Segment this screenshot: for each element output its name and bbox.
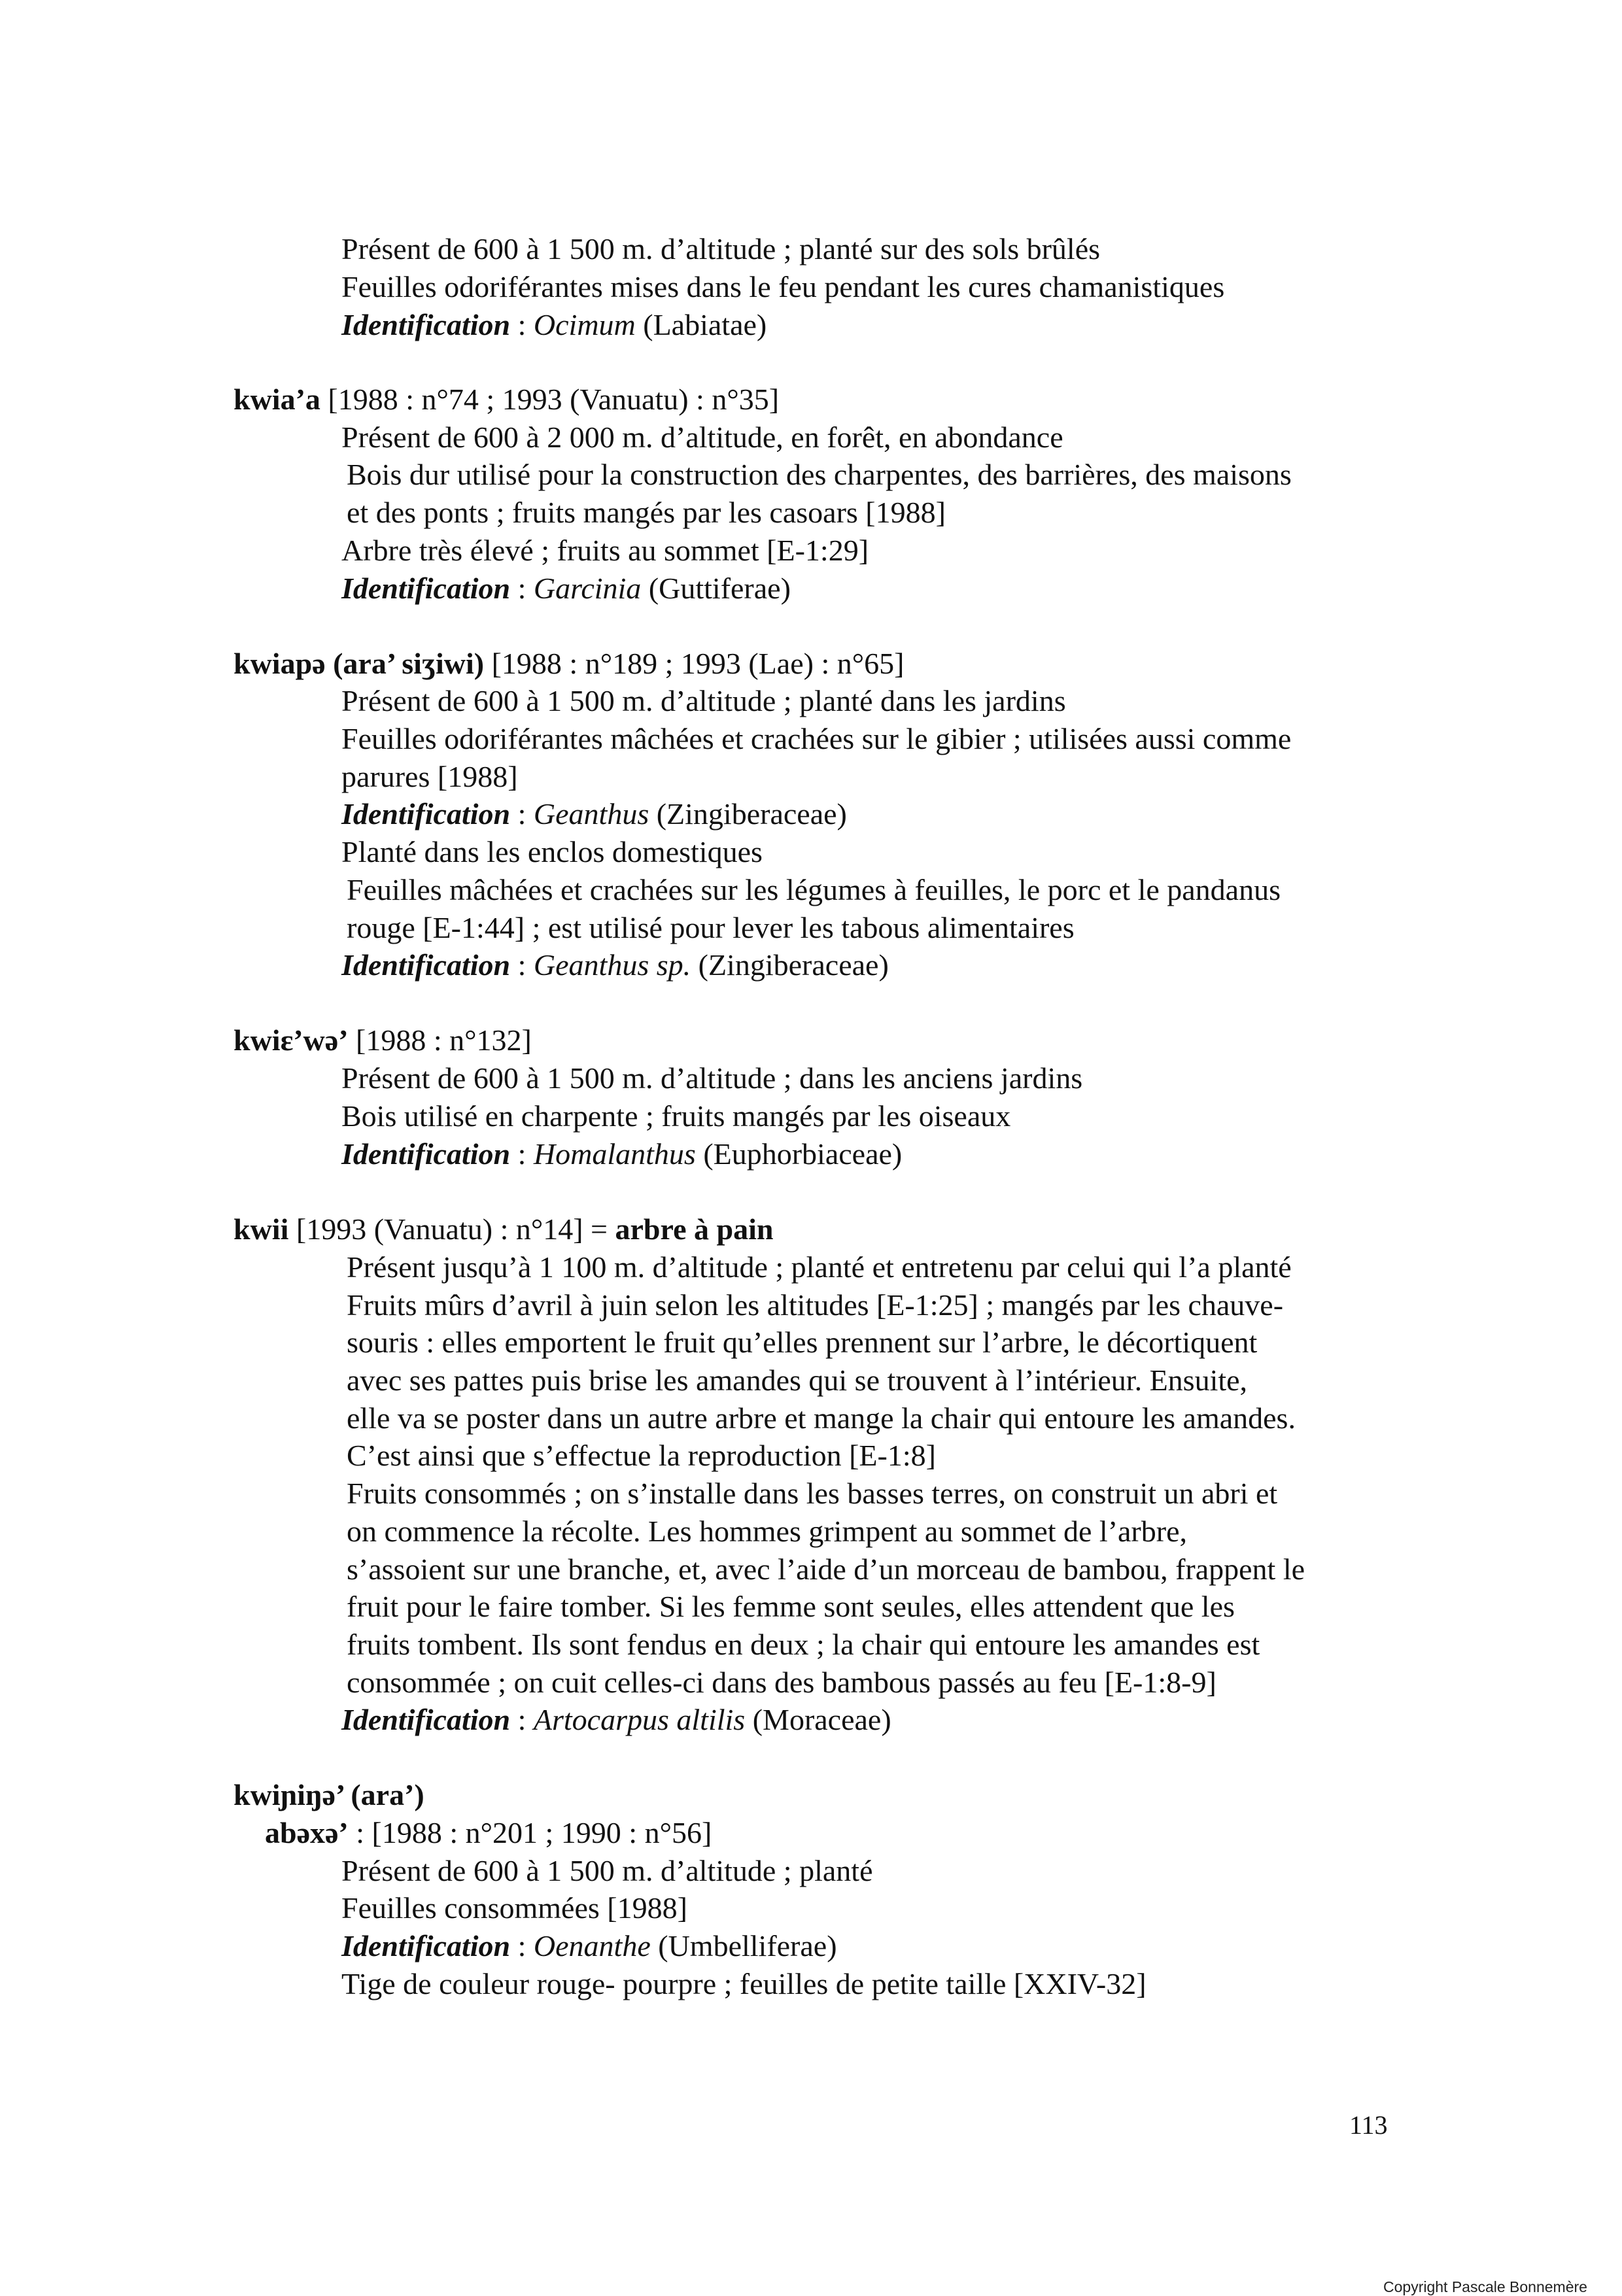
identification-label: Identification bbox=[341, 308, 511, 341]
body-line: Feuilles odoriférantes mâchées et crachées sur le gibier ; utilisées aussi comme bbox=[341, 722, 1292, 755]
identification-line: Identification : Artocarpus altilis (Moraceae) bbox=[341, 1703, 891, 1736]
entry-heading bbox=[233, 645, 904, 683]
identification-line: Identification : Garcinia (Guttiferae) bbox=[341, 572, 791, 605]
identification-label: Identification bbox=[341, 572, 511, 605]
entry-term: kwiɲiŋə’ (ara’) bbox=[233, 1778, 424, 1811]
body-line: parures [1988] bbox=[341, 760, 518, 793]
entry-term: kwii bbox=[233, 1212, 289, 1246]
body-line: Fruits consommés ; on s’installe dans les basses terres, on construit un abri et bbox=[347, 1477, 1278, 1510]
species-name: Homalanthus bbox=[533, 1137, 696, 1171]
identification-label: Identification bbox=[341, 1929, 511, 1962]
body-line: Présent de 600 à 1 500 m. d’altitude ; dans les anciens jardins bbox=[341, 1061, 1083, 1095]
body-line: Planté dans les enclos domestiques bbox=[341, 835, 763, 868]
body-line: Présent jusqu’à 1 100 m. d’altitude ; planté et entretenu par celui qui l’a planté bbox=[347, 1250, 1292, 1284]
entry-reference: : [1988 : n°201 ; 1990 : n°56] bbox=[348, 1816, 712, 1849]
entry-reference: [1988 : n°74 ; 1993 (Vanuatu) : n°35] bbox=[320, 383, 780, 416]
species-name: Geanthus sp. bbox=[533, 948, 691, 982]
body-line: Feuilles odoriférantes mises dans le feu pendant les cures chamanistiques bbox=[341, 270, 1225, 303]
identification-label: Identification bbox=[341, 797, 511, 831]
entry-heading bbox=[233, 381, 779, 419]
identification-line: Identification : Homalanthus (Euphorbiaceae) bbox=[341, 1137, 903, 1171]
family-name: (Euphorbiaceae) bbox=[695, 1137, 903, 1171]
identification-line: Identification : Geanthus (Zingiberaceae) bbox=[341, 797, 847, 831]
identification-label: Identification bbox=[341, 948, 511, 982]
family-name: (Labiatae) bbox=[635, 308, 767, 341]
entry-reference: [1988 : n°132] bbox=[348, 1023, 532, 1057]
entry-term: kwiɛ’wə’ bbox=[233, 1023, 349, 1057]
body-line: on commence la récolte. Les hommes grimpent au sommet de l’arbre, bbox=[347, 1515, 1187, 1548]
family-name: (Zingiberaceae) bbox=[649, 797, 847, 831]
body-line: consommée ; on cuit celles-ci dans des bambous passés au feu [E-1:8-9] bbox=[347, 1666, 1216, 1699]
body-line: Fruits mûrs d’avril à juin selon les altitudes [E-1:25] ; mangés par les chauve- bbox=[347, 1288, 1284, 1322]
entry-term: kwiapə (ara’ siʒiwi) bbox=[233, 647, 485, 680]
page-number: 113 bbox=[1349, 2110, 1388, 2140]
body-line: Feuilles consommées [1988] bbox=[341, 1891, 687, 1925]
entry-heading bbox=[233, 1021, 532, 1059]
entry-term: kwia’a bbox=[233, 383, 320, 416]
body-line: Présent de 600 à 1 500 m. d’altitude ; planté sur des sols brûlés bbox=[341, 232, 1101, 266]
family-name: (Guttiferae) bbox=[641, 572, 791, 605]
body-line: Présent de 600 à 1 500 m. d’altitude ; planté bbox=[341, 1854, 873, 1887]
body-line: fruit pour le faire tomber. Si les femme sont seules, elles attendent que les bbox=[347, 1590, 1235, 1623]
body-line: elle va se poster dans un autre arbre et mange la chair qui entoure les amandes. bbox=[347, 1401, 1296, 1435]
family-name: (Umbelliferae) bbox=[650, 1929, 837, 1962]
species-name: Artocarpus altilis bbox=[533, 1703, 746, 1736]
entry-gloss: arbre à pain bbox=[615, 1212, 774, 1246]
species-name: Ocimum bbox=[533, 308, 636, 341]
body-line: rouge [E-1:44] ; est utilisé pour lever les tabous alimentaires bbox=[347, 911, 1075, 944]
family-name: (Zingiberaceae) bbox=[691, 948, 889, 982]
identification-label: Identification bbox=[341, 1137, 511, 1171]
identification-label: Identification bbox=[341, 1703, 511, 1736]
species-name: Oenanthe bbox=[533, 1929, 651, 1962]
family-name: (Moraceae) bbox=[745, 1703, 891, 1736]
entry-reference: [1988 : n°189 ; 1993 (Lae) : n°65] bbox=[484, 647, 905, 680]
body-line: avec ses pattes puis brise les amandes qui se trouvent à l’intérieur. Ensuite, bbox=[347, 1363, 1248, 1397]
body-line: souris : elles emportent le fruit qu’elles prennent sur l’arbre, le décortiquent bbox=[347, 1326, 1258, 1359]
body-line: C’est ainsi que s’effectue la reproduction [E-1:8] bbox=[347, 1439, 936, 1472]
species-name: Garcinia bbox=[533, 572, 642, 605]
identification-line: Identification : Ocimum (Labiatae) bbox=[341, 308, 767, 341]
species-name: Geanthus bbox=[533, 797, 649, 831]
copyright-notice: Copyright Pascale Bonnemère bbox=[1383, 2278, 1587, 2295]
body-line: Bois dur utilisé pour la construction des charpentes, des barrières, des maisons bbox=[347, 458, 1292, 491]
body-line: Arbre très élevé ; fruits au sommet [E-1:29] bbox=[341, 534, 869, 567]
identification-line: Identification : Geanthus sp. (Zingiberaceae) bbox=[341, 948, 889, 982]
body-line: Feuilles mâchées et crachées sur les légumes à feuilles, le porc et le pandanus bbox=[347, 873, 1281, 906]
identification-line: Identification : Oenanthe (Umbelliferae) bbox=[341, 1929, 837, 1962]
body-line: Présent de 600 à 1 500 m. d’altitude ; planté dans les jardins bbox=[341, 684, 1066, 717]
body-line: s’assoient sur une branche, et, avec l’aide d’un morceau de bambou, frappent le bbox=[347, 1552, 1305, 1586]
body-line: Tige de couleur rouge- pourpre ; feuilles de petite taille [XXIV-32] bbox=[341, 1967, 1147, 2000]
entry-heading bbox=[233, 1210, 773, 1248]
entry-subheading bbox=[265, 1814, 712, 1852]
entry-subterm: abəxə’ bbox=[265, 1816, 349, 1849]
body-line: fruits tombent. Ils sont fendus en deux ; la chair qui entoure les amandes est bbox=[347, 1628, 1260, 1661]
entry-reference: [1993 (Vanuatu) : n°14] = bbox=[288, 1212, 615, 1246]
body-line: Présent de 600 à 2 000 m. d’altitude, en forêt, en abondance bbox=[341, 420, 1063, 454]
body-line: Bois utilisé en charpente ; fruits mangés par les oiseaux bbox=[341, 1099, 1011, 1133]
entry-heading bbox=[233, 1776, 424, 1814]
body-line: et des ponts ; fruits mangés par les casoars [1988] bbox=[347, 496, 946, 529]
